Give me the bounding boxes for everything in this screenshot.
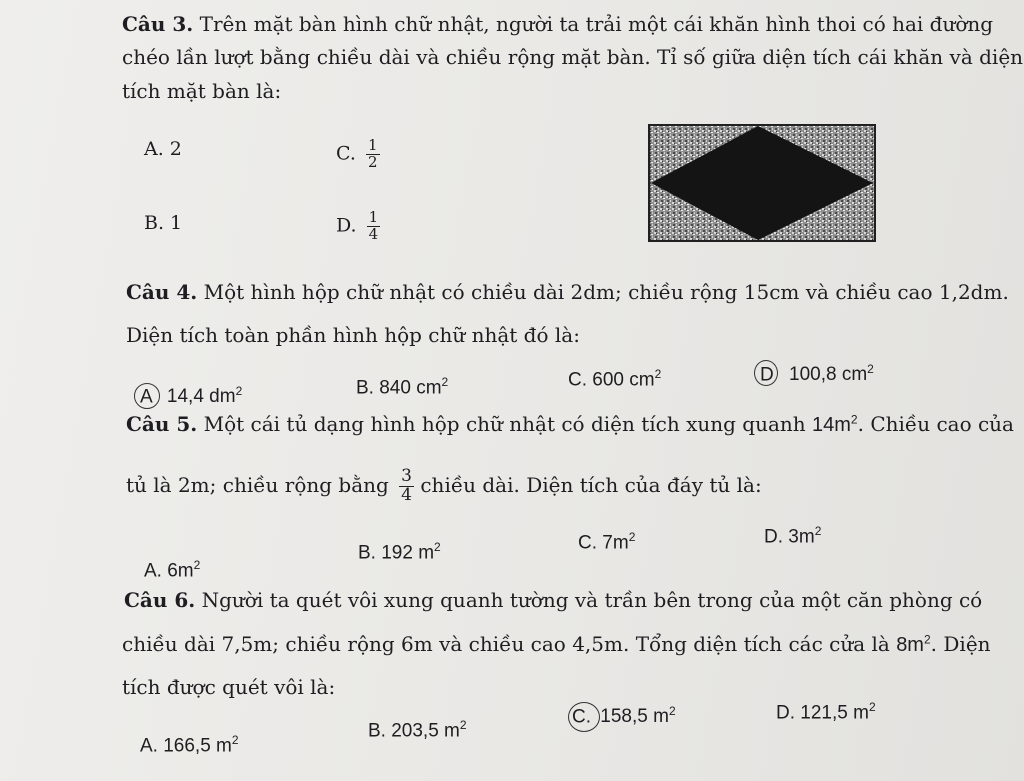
q5-option-a[interactable]: A. $6m^2$ xyxy=(144,558,201,582)
q4-line2: Diện tích toàn phần hình hộp chữ nhật đó là: xyxy=(126,323,580,347)
q4-answer-circle-d xyxy=(754,360,778,386)
q6-line3: tích được quét vôi là: xyxy=(122,675,336,699)
q6-option-c[interactable]: C. 158,5 $m^2$ xyxy=(572,704,676,728)
q3-line1: Câu 3. Trên mặt bàn hình chữ nhật, người ta trải một cái khăn hình thoi có hai đường xyxy=(122,12,994,36)
q5-line2: tủ là 2m; chiều rộng bằng $\frac{3}{4}$ chiều dài. Diện tích của đáy tủ là: xyxy=(126,466,762,505)
q5-option-c[interactable]: C. $7m^2$ xyxy=(578,530,636,554)
q4-option-b[interactable]: B. 840 $cm^2$ xyxy=(356,375,449,399)
q4-option-c[interactable]: C. 600 $cm^2$ xyxy=(568,367,662,391)
q5-option-b[interactable]: B. 192 $m^2$ xyxy=(358,540,441,564)
q3-option-b[interactable]: B. 1 xyxy=(144,212,183,234)
q3-line3: tích mặt bàn là: xyxy=(122,79,282,103)
q5-line1: Câu 5. Một cái tủ dạng hình hộp chữ nhật có diện tích xung quanh $14m^2$. Chiều cao của xyxy=(126,412,1014,436)
q6-option-d[interactable]: D. 121,5 $m^2$ xyxy=(776,700,876,724)
q3-option-a[interactable]: A. 2 xyxy=(144,138,182,160)
q6-line2: chiều dài 7,5m; chiều rộng 6m và chiều cao 4,5m. Tổng diện tích các cửa là $8m^2$. Diện xyxy=(122,632,991,656)
q3-line2: chéo lần lượt bằng chiều dài và chiều rộng mặt bàn. Tỉ số giữa diện tích cái khăn và diện xyxy=(122,45,1024,69)
q4-option-d[interactable]: D 100,8 $cm^2$ xyxy=(760,362,874,386)
q3-label: Câu 3. xyxy=(122,12,194,36)
q5-label: Câu 5. xyxy=(126,412,198,436)
q6-label: Câu 6. xyxy=(124,588,196,612)
q5-option-d[interactable]: D. $3m^2$ xyxy=(764,524,822,548)
q6-option-b[interactable]: B. 203,5 $m^2$ xyxy=(368,718,467,742)
q6-option-a[interactable]: A. 166,5 $m^2$ xyxy=(140,733,239,757)
q3-option-d[interactable]: D. $\frac{1}{4}$ xyxy=(336,208,379,243)
q4-line1: Câu 4. Một hình hộp chữ nhật có chiều dài 2dm; chiều rộng 15cm và chiều cao 1,2dm. xyxy=(126,280,1009,304)
q4-option-a[interactable]: A 14,4 $dm^2$ xyxy=(140,384,243,408)
rhombus-tablecloth-figure xyxy=(648,124,876,242)
q5-fraction: $\frac{3}{4}$ xyxy=(401,466,412,505)
q3-option-d-fraction: $\frac{1}{4}$ xyxy=(368,208,379,243)
q4-label: Câu 4. xyxy=(126,280,198,304)
q4-answer-circle-a xyxy=(134,383,160,409)
q3-option-c-fraction: $\frac{1}{2}$ xyxy=(367,136,378,171)
q6-answer-circle-c xyxy=(568,702,600,732)
q6-line1: Câu 6. Người ta quét vôi xung quanh tường và trần bên trong của một căn phòng có xyxy=(124,588,983,612)
q3-option-c[interactable]: C. $\frac{1}{2}$ xyxy=(336,136,378,171)
